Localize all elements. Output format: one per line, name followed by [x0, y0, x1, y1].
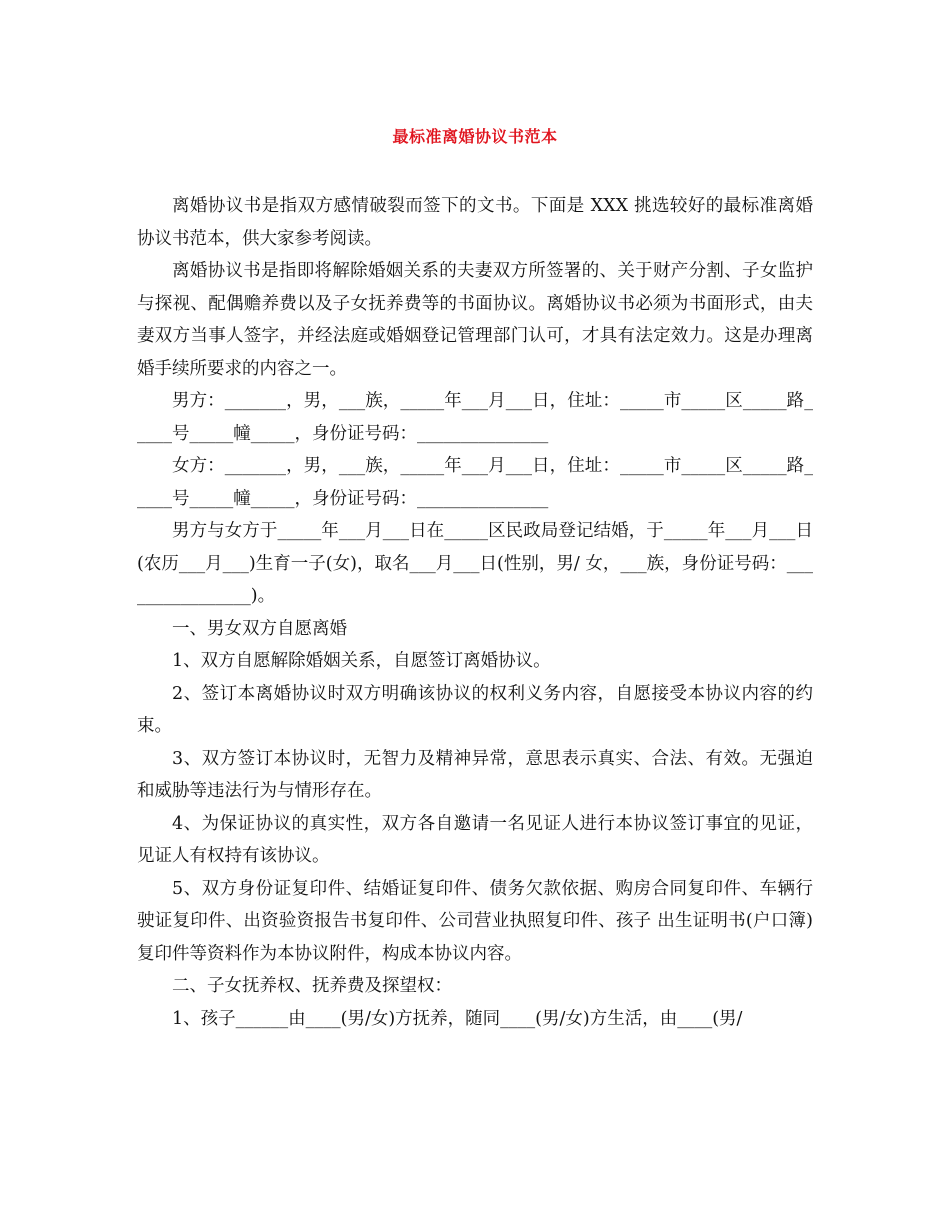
- husband-info-paragraph: 男方：_______，男，___族，_____年___月___日，住址：_____市_____区_____路_____号_____幢_____，身份证号码：_______________: [137, 391, 813, 444]
- document-title: 最标准离婚协议书范本: [392, 127, 558, 146]
- clause-1-4: 4、为保证协议的真实性，双方各自邀请一名见证人进行本协议签订事宜的见证，见证人有权持有该协议。: [137, 813, 813, 866]
- clause-1-1: 1、双方自愿解除婚姻关系，自愿签订离婚协议。: [172, 651, 551, 671]
- clause-1-2: 2、签订本离婚协议时双方明确该协议的权利义务内容，自愿接受本协议内容的约束。: [137, 683, 813, 736]
- clause-1-3: 3、双方签订本协议时，无智力及精神异常，意思表示真实、合法、有效。无强迫和威胁等违法行为与情形存在。: [137, 748, 813, 801]
- marriage-info-paragraph: 男方与女方于_____年___月___日在_____区民政局登记结婚，于_____年___月___日(农历___月___)生育一子(女)，取名___月___日(性别，男/ 女，___族，身份证号码：________________)。: [137, 521, 813, 606]
- clause-1-5: 5、双方身份证复印件、结婚证复印件、债务欠款依据、购房合同复印件、车辆行驶证复印件、出资验资报告书复印件、公司营业执照复印件、孩子 出生证明书(户口簿)复印件等资料作为本协议附件，构成本协议内容。: [137, 878, 813, 964]
- clause-2-1: 1、孩子______由____(男/女)方抚养，随同____(男/女)方生活，由____(男/: [172, 1008, 743, 1029]
- section-heading-voluntary-divorce: 一、男女双方自愿离婚: [172, 618, 347, 639]
- definition-paragraph: 离婚协议书是指即将解除婚姻关系的夫妻双方所签署的、关于财产分割、子女监护与探视、配偶赡养费以及子女抚养费等的书面协议。离婚协议书必须为书面形式，由夫妻双方当事人签字，并经法庭或婚姻登记管理部门认可，才具有法定效力。这是办理离婚手续所要求的内容之一。: [137, 261, 813, 379]
- wife-info-paragraph: 女方：_______，男，___族，_____年___月___日，住址：_____市_____区_____路_____号_____幢_____，身份证号码：_______________: [137, 456, 813, 509]
- intro-paragraph: 离婚协议书是指双方感情破裂而签下的文书。下面是 XXX 挑选较好的最标准离婚协议书范本，供大家参考阅读。: [137, 196, 813, 249]
- document-body: [137, 190, 813, 1035]
- section-heading-child-custody: 二、子女抚养权、抚养费及探望权：: [172, 976, 452, 996]
